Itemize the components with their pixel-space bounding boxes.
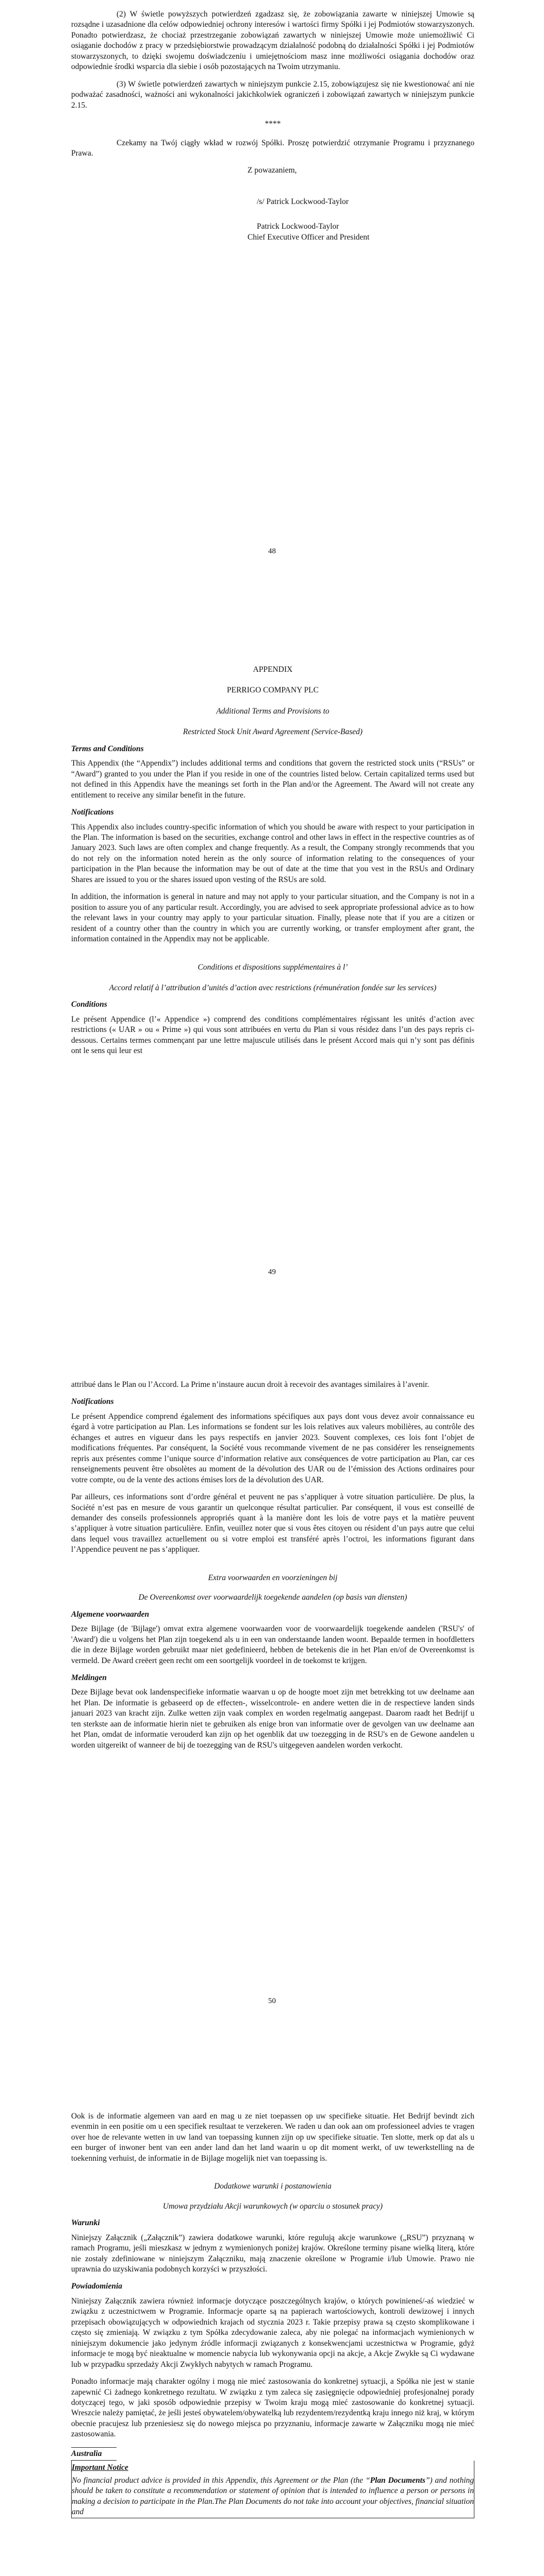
appendix-subtitle-2: Restricted Stock Unit Award Agreement (Service-Based) [183,727,363,737]
important-notice-box [71,2461,474,2518]
appendix-subtitle-1: Additional Terms and Provisions to [216,706,329,716]
pl-title-2: Umowa przydziału Akcji warunkowych (w oparciu o stosunek pracy) [162,2201,383,2211]
nl-notifications-text: Deze Bijlage bevat ook landenspecifieke informatie waarvan u op de hoogte moet zijn met betrekking tot uw deelname aan het Plan. De informatie is gebaseerd op de effecten-, wisselcontrole- en andere wetten die in de respectieve landen sinds januari 2023 van kracht zijn. Zulke wetten zijn vaak complex en worden regelmatig aangepast. Daarom raadt het Bedrijf u ten sterkste aan de informatie hierin niet te gebruiken als enige bron van informatie over de gevolgen van uw deelname aan het Plan, omdat de informatie verouderd kan zijn op het ogenblik dat uw toezegging in de RSU's en de Gewone aandelen u worden uitgereikt of wanneer de bij de toezegging van de RSU's uitgegeven aandelen worden verkocht. [71,1688,474,1750]
australia-heading: Australia [71,2447,117,2461]
page-number: 50 [268,1997,276,2005]
page-51-body [71,2111,474,2518]
separator: **** [265,120,281,129]
page-50 [0,1370,544,2107]
company-name: PERRIGO COMPANY PLC [226,686,319,695]
terms-heading: Terms and Conditions [71,744,144,753]
pl-conditions-text: Niniejszy Załącznik („Załącznik”) zawiera dodatkowe warunki, które regulują akcje warunkowe („RSU”) przyznaną w ramach Programu, jeśli mieszkasz w jednym z wymienionych poniżej krajów. Określone terminy pisane wielką literą, które nie zostały zdefiniowane w niniejszym Załączniku, mają znaczenie określone w Programie i/lub Umowie. Prawo nie uprawnia do uzyskiwania podobnych korzyści w przyszłości. [71,2233,474,2274]
fr-notifications-text-2: Par ailleurs, ces informations sont d’ordre général et peuvent ne pas s’appliquer à votre situation particulière. De plus, la Société n’est pas en mesure de vous garantir un quelconque résultat particulier. Par conséquent, il vous est conseillé de demander des conseils professionnels appropriés quant à la manière dont les lois de votre pays et la matière peuvent s’appliquer à votre situation particulière. Enfin, veuillez noter que si vous êtes citoyen ou résident d’un pays autre que celui dans lequel vous travaillez actuellement ou si votre emploi est transféré après l’octroi, les informations figurant dans l’Appendice peuvent ne pas s’appliquer. [71,1493,474,1554]
regards: Z powazaniem, [248,166,297,175]
nl-conditions-heading: Algemene voorwaarden [71,1609,150,1619]
closing-paragraph: Czekamy na Twój ciągły wkład w rozwój Spółki. Proszę potwierdzić otrzymanie Programu i przyznanego Prawa. [71,138,474,158]
fr-notifications-text-1: Le présent Appendice comprend également des informations spécifiques aux pays dont vous devez avoir connaissance eu égard à votre participation au Plan. Les informations se fondent sur les lois relatives aux valeurs mobilières, au contrôle des échanges et autres en vigueur dans les pays respectifs en janvier 2023. Souvent complexes, ces lois font l’objet de modifications fréquentes. Par conséquent, la Société vous recommande vivement de ne pas considérer les renseignements repris aux présentes comme l’unique source d’information relative aux conséquences de votre participation au Plan, car ces renseignements peuvent être obsolètes au moment de la dévolution des UAR ou de l’émission des Actions ordinaires pour votre compte, ou de la vente des actions émises lors de la dévolution des UAR. [71,1412,474,1484]
nl-notifications-heading: Meldingen [71,1673,107,1682]
pl-notifications-heading: Powiadomienia [71,2282,123,2291]
nl-continued: Ook is de informatie algemeen van aard en mag u ze niet toepassen op uw specifieke situatie. Het Bedrijf bevindt zich evenmin in een positie om u een specifiek resultaat te verzekeren. We raden u dan ook aan om professioneel advies te vragen over hoe de relevante wetten in uw land van toepassing kunnen zijn op uw specifieke situatie. Ten slotte, merk op dat als u een burger of inwoner bent van een ander land dan het land waarin u op dit moment werkt, of uw tewerkstelling na de toekenning verhuist, de informatie in de Bijlage mogelijk niet van toepassing is. [71,2112,474,2163]
notifications-heading: Notifications [71,808,114,817]
pl-title-1: Dodatkowe warunki i postanowienia [214,2182,332,2191]
nl-title-2: De Overeenkomst over voorwaardelijk toegekende aandelen (op basis van diensten) [138,1593,407,1602]
page-50-body [71,1380,474,1757]
signature-line: /s/ Patrick Lockwood-Taylor [257,197,349,206]
paragraph-3: (3) W świetle potwierdzeń zawartych w niniejszym punkcie 2.15, zobowiązujesz się nie kwestionować ani nie podważać zasadności, ważności ani wykonalności jakichkolwiek ograniczeń i zobowiązań zawartych w niniejszym punkcie 2.15. [71,79,474,110]
notice-title: Important Notice [72,2463,128,2472]
fr-title-1: Conditions et dispositions supplémentaires à l’ [197,962,348,972]
fr-conditions-text: Le présent Appendice (l’« Appendice ») comprend des conditions complémentaires régissant les unités d’action avec restrictions (« UAR » ou « Prime ») qui vous sont attribuées en vertu du Plan si vous résidez dans l’un des pays repris ci-dessous. Certains termes commençant par une lettre majuscule utilisés dans le présent Accord mais qui n’y sont pas définis ont le sens qui leur est [71,1014,474,1056]
notifications-text-1: This Appendix also includes country-specific information of which you should be aware with respect to your participation in the Plan. The information is based on the securities, exchange control and other laws in effect in the respective countries as of January 2023. Such laws are often complex and change frequently. As a result, the Company strongly recommends that you do not rely on the information noted herein as the only source of information relating to the consequences of your participation in the Plan because the information may be out of date at the time that you vest in the RSUs and Ordinary Shares are issued to you or the shares issued upon vesting of the RSUs are sold. [71,822,474,884]
notice-bold-term: Plan Documents [370,2476,425,2485]
appendix-title: APPENDIX [253,665,293,674]
notice-text-part-2: ”) and nothing should be taken to constitute a recommendation or statement of opinion that is intended to influence a person or persons in making a decision to participate in the Plan.The Plan Documents do not take into account your objectives, financial situation and [72,2476,474,2517]
page-48-body [71,9,474,243]
notice-text-part-1: No financial product advice is provided in this Appendix, this Agreement or the Plan (the “ [72,2476,370,2485]
page-number: 49 [268,1268,276,1276]
nl-conditions-text: Deze Bijlage (de 'Bijlage') omvat extra algemene voorwaarden voor de voorwaardelijk toegekende aandelen ('RSU's' of 'Award') die u volgens het Plan zijn toegekend als u in een van onderstaande landen woont. Bepaalde termen in hoofdletters die in deze Bijlage worden gebruikt maar niet gedefinieerd, hebben de betekenis die in het Plan en/of de Overeenkomst is vermeld. De Award creëert geen recht om een soortgelijk voordeel in de toekomst te krijgen. [71,1624,474,1665]
notice-text [72,2476,474,2518]
page-51 [0,2102,544,2576]
pl-conditions-heading: Warunki [71,2218,100,2228]
pl-notifications-text-2: Ponadto informacje mają charakter ogólny i mogą nie mieć zastosowania do konkretnej sytuacji, a Spółka nie jest w stanie zapewnić Ci żadnego konkretnego rezultatu. W związku z tym zaleca się zasięgnięcie odpowiedniej profesjonalnej porady dotyczącej tego, w jaki sposób odpowiednie przepisy w Twoim kraju mogą mieć zastosowanie do konkretnej sytuacji. Wreszcie należy pamiętać, że jeśli jesteś obywatelem/obywatelką lub rezydentem/rezydentką kraju innego niż kraj, w którym obecnie pracujesz lub przeniesiesz się do nowego miejsca po przyznaniu, informacje zawarte w Załączniku mogą nie mieć zastosowania. [71,2377,474,2439]
terms-text: This Appendix (the “Appendix”) includes additional terms and conditions that govern the restricted stock units (“RSUs” or “Award”) granted to you under the Plan if you reside in one of the countries listed below. Certain capitalized terms used but not defined in this Appendix have the meanings set forth in the Plan and/or the Agreement. The Award will not create any entitlement to receive any similar benefit in the future. [71,759,474,800]
page-49 [0,665,544,1396]
page-number: 48 [268,547,276,555]
page-49-body [71,665,474,1063]
notifications-text-2: In addition, the information is general in nature and may not apply to your particular situation, and the Company is not in a position to assure you of any particular result. Accordingly, you are advised to seek appropriate professional advice as to how the relevant laws in your country may apply to your particular situation. Finally, please note that if you are a citizen or resident of a country other than the country in which you are currently working, or transfer employment after grant, the information contained in the Appendix may not be applicable. [71,892,474,944]
signer-title: Chief Executive Officer and President [248,232,370,242]
fr-conditions-heading: Conditions [71,1000,107,1009]
signer-name: Patrick Lockwood-Taylor [257,222,339,231]
nl-title-1: Extra voorwaarden en voorzieningen bij [208,1573,338,1582]
signature-block [248,165,474,243]
fr-title-2: Accord relatif à l’attribution d’unités d’action avec restrictions (rémunération fondée sur les services) [109,983,437,992]
fr-notifications-heading: Notifications [71,1397,114,1406]
pl-notifications-text-1: Niniejszy Załącznik zawiera również informacje dotyczące poszczególnych krajów, o których powinieneś/-aś wiedzieć w związku z uczestnictwem w Programie. Informacje oparte są na papierach wartościowych, kontroli dewizowej i innych przepisach obowiązujących w odpowiednich krajach od stycznia 2023 r. Takie przepisy prawa są często skomplikowane i często się zmieniają. W związku z tym Spółka zdecydowanie zaleca, aby nie polegać na informacjach wymienionych w niniejszym dokumencie jako jedynym źródle informacji związanych z konsekwencjami uczestnictwa w Programie, gdyż informacje te mogą być nieaktualne w momencie nabycia lub wykonywania opcji na akcje, a Akcje Zwykłe są Ci wydawane lub w przypadku sprzedaży Akcji Zwykłych nabytych w ramach Programu. [71,2296,474,2369]
paragraph-2: (2) W świetle powyższych potwierdzeń zgadzasz się, że zobowiązania zawarte w niniejszej Umowie są rozsądne i uzasadnione dla celów odpowiedniej ochrony interesów i wartości firmy Spółki i jej Podmiotów stowarzyszonych. Ponadto potwierdzasz, że chociaż przestrzeganie zobowiązań zawartych w niniejszej Umowie może uniemożliwić Ci osiąganie dochodów z pracy w przedsiębiorstwie prowadzącym działalność podobną do działalności Spółki i jej Podmiotów stowarzyszonych, to dzięki swojemu doświadczeniu i umiejętnościom masz inne możliwości osiągania dochodów oraz odpowiednie środki wsparcia dla siebie i osób pozostających na Twoim utrzymaniu. [71,10,474,72]
page-48 [0,0,544,567]
fr-continued: attribué dans le Plan ou l’Accord. La Prime n’instaure aucun droit à recevoir des avantages similaires à l’avenir. [71,1380,430,1389]
